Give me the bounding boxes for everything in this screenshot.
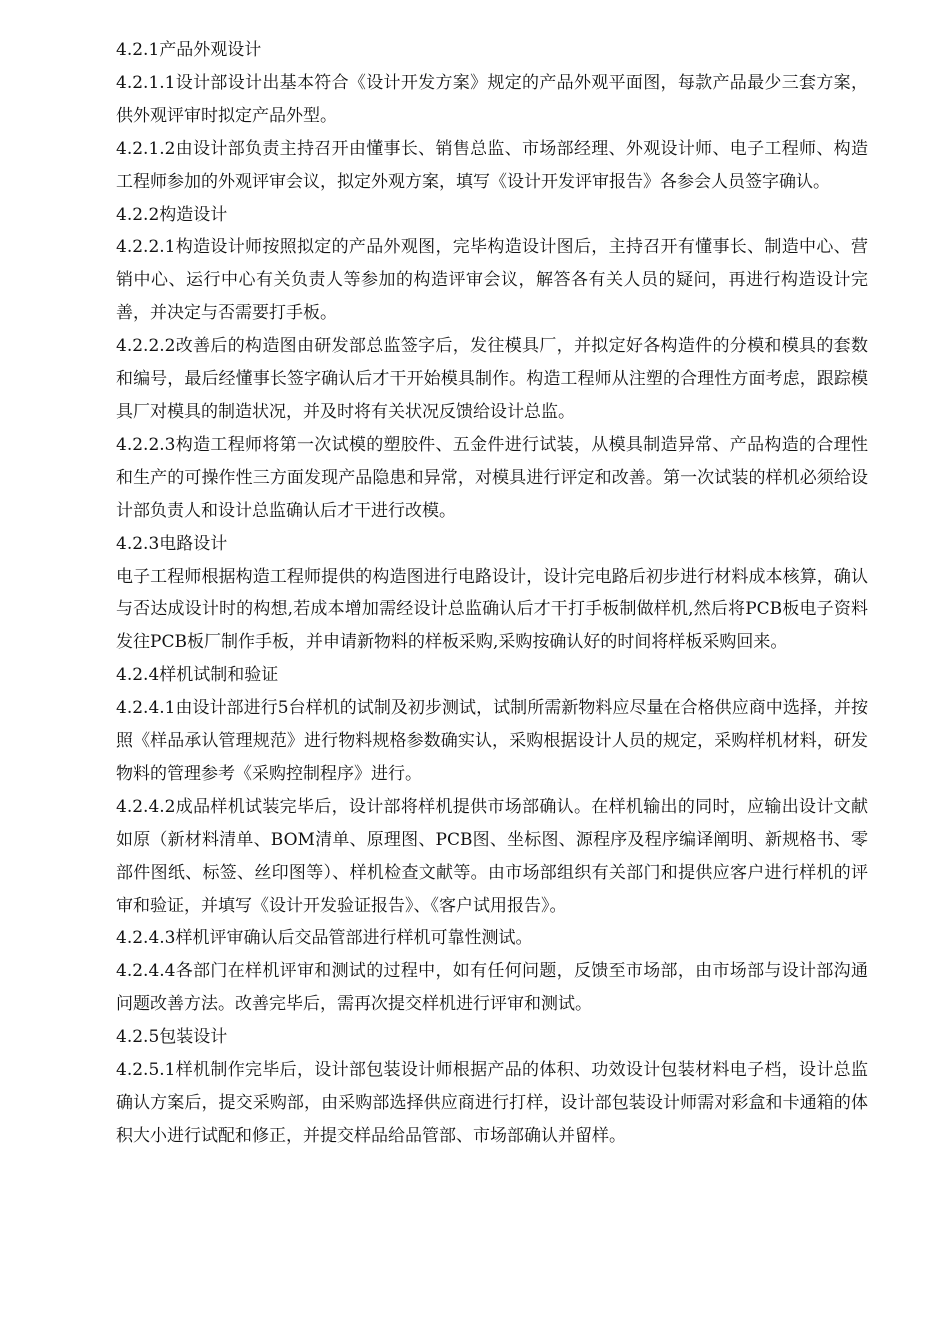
- paragraph-4-2-4-3: 4.2.4.3样机评审确认后交品管部进行样机可靠性测试。: [116, 928, 533, 949]
- paragraph-4-2-1-1: 4.2.1.1设计部设计出基本符合《设计开发方案》规定的产品外观平面图，每款产品最少三套方案，供外观评审时拟定产品外型。: [116, 72, 868, 126]
- paragraph-4-2-4-4: 4.2.4.4各部门在样机评审和测试的过程中，如有任何问题，反馈至市场部，由市场部与设计部沟通问题改善方法。改善完毕后，需再次提交样机进行评审和测试。: [116, 961, 868, 1015]
- paragraph-4-2-1-2: 4.2.1.2由设计部负责主持召开由懂事长、销售总监、市场部经理、外观设计师、电子工程师、构造工程师参加的外观评审会议，拟定外观方案，填写《设计开发评审报告》各参会人员签字确认。: [116, 138, 868, 192]
- document-page: [116, 34, 868, 1153]
- paragraph-4-2-5-1: 4.2.5.1样机制作完毕后，设计部包装设计师根据产品的体积、功效设计包装材料电子档，设计总监确认方案后，提交采购部，由采购部选择供应商进行打样，设计部包装设计师需对彩盒和卡通箱的体积大小进行试配和修正，并提交样品给品管部、市场部确认并留样。: [116, 1060, 868, 1146]
- paragraph-4-2-2-3: 4.2.2.3构造工程师将第一次试模的塑胶件、五金件进行试装，从模具制造异常、产品构造的合理性和生产的可操作性三方面发现产品隐患和异常，对模具进行评定和改善。第一次试装的样机必须给设计部负责人和设计总监确认后才干进行改模。: [116, 434, 868, 521]
- paragraph-4-2-4-2: 4.2.4.2成品样机试装完毕后，设计部将样机提供市场部确认。在样机输出的同时，应输出设计文献如原（新材料清单、BOM清单、原理图、PCB图、坐标图、源程序及程序编译阐明、新规格书、零部件图纸、标签、丝印图等）、样机检查文献等。由市场部组织有关部门和提供应客户进行样机的评审和验证，并填写《设计开发验证报告》、《客户试用报告》。: [116, 796, 868, 916]
- section-heading-4-2-5: 4.2.5包装设计: [116, 1027, 228, 1048]
- section-heading-4-2-2: 4.2.2构造设计: [116, 204, 228, 225]
- paragraph-4-2-4-1: 4.2.4.1由设计部进行5台样机的试制及初步测试，试制所需新物料应尽量在合格供应商中选择，并按照《样品承认管理规范》进行物料规格参数确实认，采购根据设计人员的规定，采购样机材料，研发物料的管理参考《采购控制程序》进行。: [116, 698, 868, 784]
- section-heading-4-2-3: 4.2.3电路设计: [116, 533, 228, 554]
- paragraph-4-2-2-1: 4.2.2.1构造设计师按照拟定的产品外观图，完毕构造设计图后，主持召开有懂事长、制造中心、营销中心、运行中心有关负责人等参加的构造评审会议，解答各有关人员的疑问，再进行构造设计完善，并决定与否需要打手板。: [116, 237, 868, 324]
- section-heading-4-2-4: 4.2.4样机试制和验证: [116, 665, 279, 686]
- paragraph-4-2-2-2: 4.2.2.2改善后的构造图由研发部总监签字后，发往模具厂，并拟定好各构造件的分模和模具的套数和编号，最后经懂事长签字确认后才干开始模具制作。构造工程师从注塑的合理性方面考虑，跟踪模具厂对模具的制造状况，并及时将有关状况反馈给设计总监。: [116, 336, 868, 422]
- section-heading-4-2-1: 4.2.1产品外观设计: [116, 40, 262, 60]
- paragraph-circuit-design: 电子工程师根据构造工程师提供的构造图进行电路设计，设计完电路后初步进行材料成本核算，确认与否达成设计时的构想,若成本增加需经设计总监确认后才干打手板制做样机,然后将PCB板电子资料发往PCB板厂制作手板，并申请新物料的样板采购,采购按确认好的时间将样板采购回来。: [116, 566, 868, 653]
